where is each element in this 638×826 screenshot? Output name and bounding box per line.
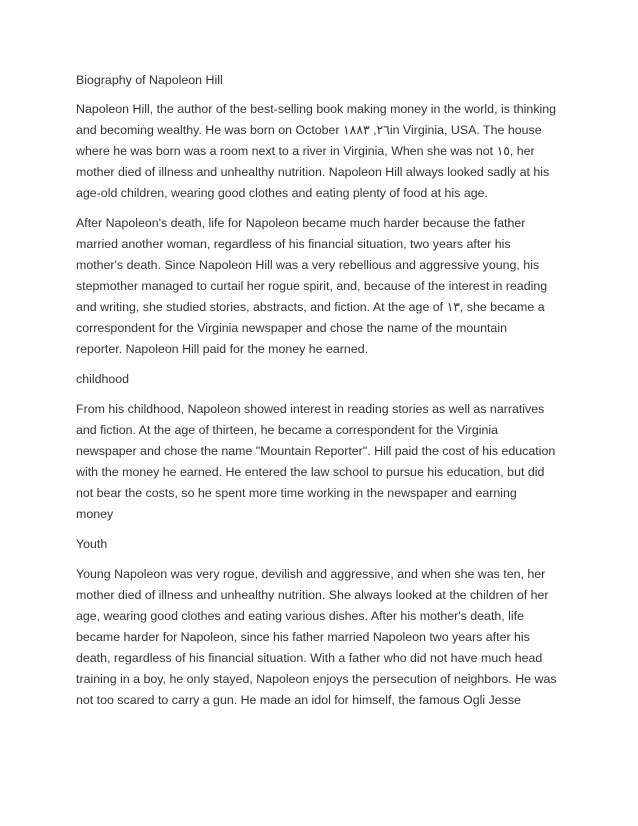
- text-line: Napoleon Hill, the author of the best-selling book making money in the world, is thinking: [76, 102, 557, 116]
- text-line: Young Napoleon was very rogue, devilish and aggressive, and when she was ten, her: [76, 567, 546, 581]
- text-line: married another woman, regardless of his financial situation, two years after his: [76, 237, 511, 251]
- text-line: From his childhood, Napoleon showed interest in reading stories as well as narratives: [76, 402, 545, 416]
- text-line: and becoming wealthy. He was born on October ٢٦, ١٨٨٣in Virginia, USA. The house: [76, 123, 542, 137]
- text-line: correspondent for the Virginia newspaper and chose the name of the mountain: [76, 321, 507, 335]
- text-line: and fiction. At the age of thirteen, he became a correspondent for the Virginia: [76, 423, 499, 437]
- text-line: age, wearing good clothes and eating various dishes. After his mother's death, life: [76, 609, 525, 623]
- text-line: mother died of illness and unhealthy nutrition. She always looked at the children of her: [76, 588, 549, 602]
- text-line: with the money he earned. He entered the law school to pursue his education, but did: [76, 465, 545, 479]
- text-line: became harder for Napoleon, since his father married Napoleon two years after his: [76, 630, 530, 644]
- section-heading-childhood: childhood: [76, 372, 130, 386]
- text-line: training in a boy, he only stayed, Napoleon enjoys the persecution of neighbors. He was: [76, 672, 557, 686]
- text-line: not too scared to carry a gun. He made an idol for himself, the famous Ogli Jesse: [76, 693, 521, 707]
- paragraph-intro: [76, 99, 578, 204]
- text-line: where he was born was a room next to a river in Virginia, When she was not ١٥, her: [76, 144, 535, 158]
- paragraph-youth: [76, 564, 578, 711]
- paragraph-after-death: [76, 213, 578, 360]
- text-line: and writing, she studied stories, abstracts, and fiction. At the age of ١٣, she became a: [76, 300, 545, 314]
- text-line: newspaper and chose the name "Mountain Reporter". Hill paid the cost of his education: [76, 444, 556, 458]
- text-line: money: [76, 507, 114, 521]
- text-line: age-old children, wearing good clothes and eating plenty of food at his age.: [76, 186, 488, 200]
- text-line: mother's death. Since Napoleon Hill was a very rebellious and aggressive young, his: [76, 258, 540, 272]
- text-line: stepmother managed to curtail her rogue spirit, and, because of the interest in reading: [76, 279, 548, 293]
- paragraph-childhood: [76, 399, 578, 525]
- text-line: mother died of illness and unhealthy nutrition. Napoleon Hill always looked sadly at his: [76, 165, 550, 179]
- section-heading-youth: Youth: [76, 537, 108, 551]
- document-title: Biography of Napoleon Hill: [76, 73, 223, 87]
- text-line: not bear the costs, so he spent more time working in the newspaper and earning: [76, 486, 517, 500]
- text-line: After Napoleon's death, life for Napoleon became much harder because the father: [76, 216, 526, 230]
- text-line: reporter. Napoleon Hill paid for the money he earned.: [76, 342, 369, 356]
- text-line: death, regardless of his financial situation. With a father who did not have much head: [76, 651, 543, 665]
